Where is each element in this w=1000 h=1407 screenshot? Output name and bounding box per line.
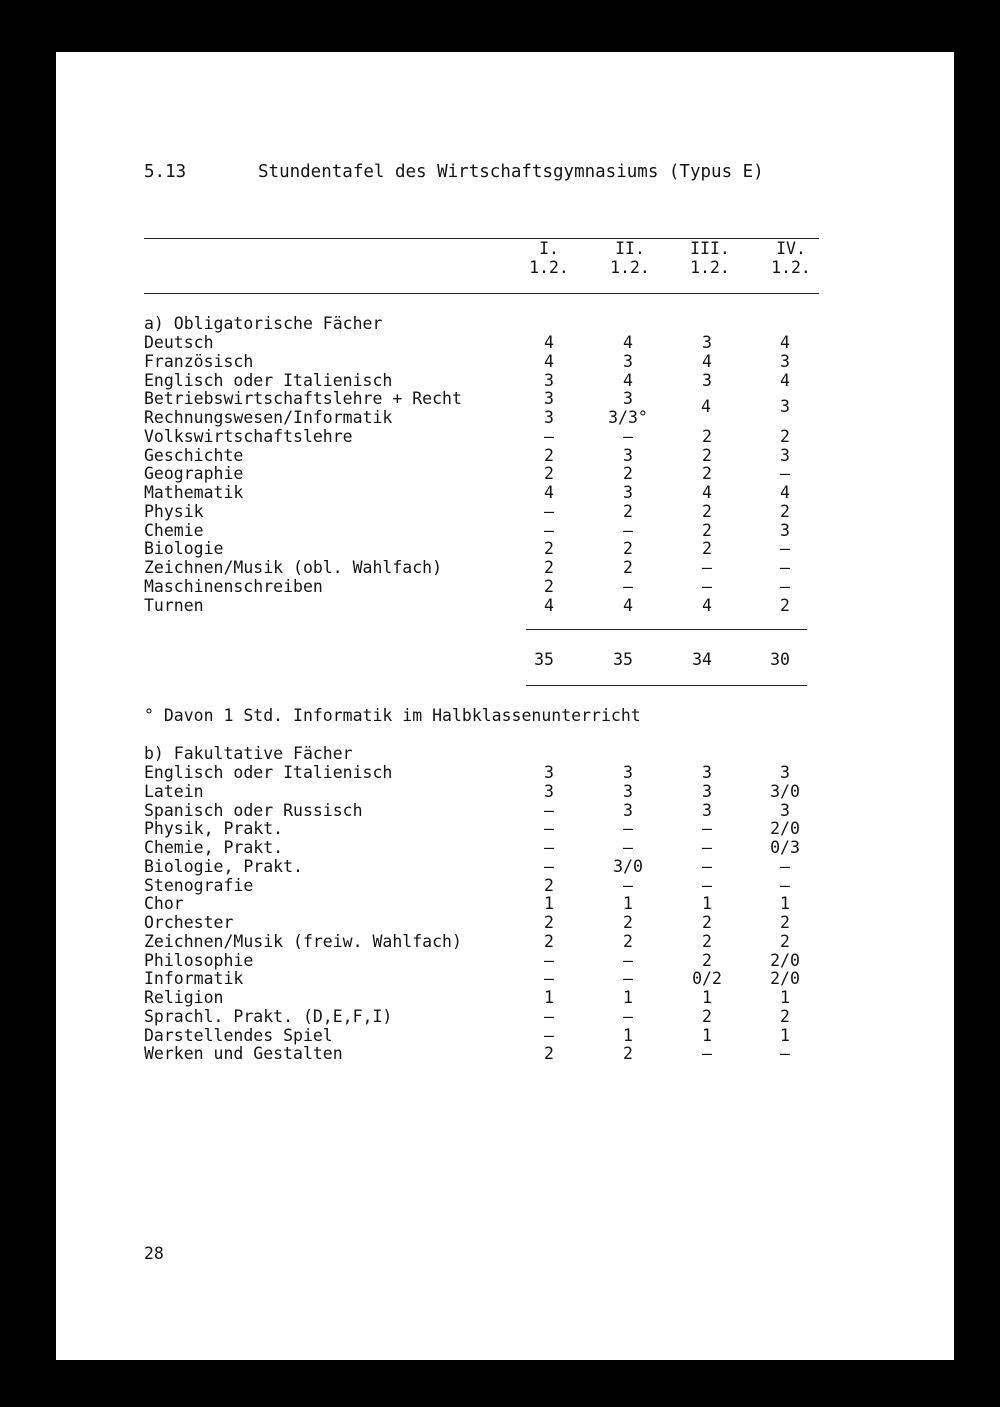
hours-cell-col-4: 1: [780, 894, 790, 914]
hours-cell-col-2: 4: [623, 333, 633, 352]
hours-cell-col-2: 1: [623, 1025, 633, 1045]
table-row: [56, 1044, 954, 1063]
table-row: [56, 1007, 954, 1026]
table-row: [56, 389, 954, 408]
table-row: [56, 838, 954, 857]
footnote: ° Davon 1 Std. Informatik im Halbklassenunterricht: [144, 706, 641, 725]
hours-cell-col-3: –: [702, 558, 712, 577]
hours-cell-col-2: 2: [623, 539, 633, 559]
hours-cell-col-2: 4: [623, 370, 633, 390]
hours-cell-col-1: 2: [544, 539, 554, 559]
subject-label: Betriebswirtschaftslehre + Recht: [144, 389, 462, 409]
hours-cell-col-4: 1: [780, 988, 790, 1007]
totals-rule-top: [526, 629, 807, 630]
total-col-2: 35: [613, 650, 633, 669]
table-row: [56, 876, 954, 895]
hours-cell-col-1: –: [544, 800, 554, 820]
hours-cell-col-3: –: [702, 1044, 712, 1064]
hours-cell-col-3: 2: [702, 913, 712, 932]
hours-cell-col-1: –: [544, 969, 554, 989]
hours-cell-col-1: 3: [544, 763, 554, 782]
hours-cell-col-3: 2: [702, 464, 712, 484]
table-row: [56, 577, 954, 596]
column-header-3-sub: 1.2.: [690, 258, 730, 277]
subject-label: Sprachl. Prakt. (D,E,F,I): [144, 1006, 393, 1026]
hours-cell-col-1: 2: [544, 576, 554, 596]
hours-cell-col-4: –: [780, 576, 790, 596]
subject-label: Religion: [144, 988, 224, 1007]
table-row: [56, 352, 954, 371]
hours-cell-col-2: 2: [623, 1044, 633, 1064]
hours-cell-col-3: 1: [702, 988, 712, 1007]
hours-cell-col-1: –: [544, 1006, 554, 1026]
table-row: [56, 932, 954, 951]
hours-cell-col-3: 2: [702, 426, 712, 446]
hours-cell-col-3: 3: [702, 781, 712, 801]
hours-cell-col-4: 2: [780, 501, 790, 521]
hours-cell-col-3: 1: [702, 894, 712, 914]
hours-cell-col-4: 4: [780, 333, 790, 352]
hours-cell-col-4: –: [780, 464, 790, 484]
hours-cell-col-3: 3: [702, 370, 712, 390]
subject-label: Physik, Prakt.: [144, 819, 284, 839]
hours-cell-col-2: 1: [623, 988, 633, 1007]
hours-cell-col-1: 4: [544, 351, 554, 371]
table-row: [56, 969, 954, 988]
hours-cell-col-1: 4: [544, 333, 554, 352]
hours-cell-col-3: 4: [702, 483, 712, 502]
column-header-4-sub: 1.2.: [771, 258, 811, 277]
hours-cell-col-3: 4: [702, 595, 712, 615]
hours-cell-col-4: –: [780, 539, 790, 559]
table-row: [56, 988, 954, 1007]
hours-cell-col-2: 2: [623, 464, 633, 484]
total-col-1: 35: [534, 650, 554, 669]
hours-cell-col-4: 2/0: [770, 950, 800, 970]
column-header-2-roman: II.: [615, 239, 645, 258]
table-row: [56, 782, 954, 801]
subject-label: Englisch oder Italienisch: [144, 370, 393, 390]
hours-cell-col-2: 3: [623, 389, 633, 409]
hours-cell-col-2: –: [623, 838, 633, 857]
hours-cell-col-3: –: [702, 576, 712, 596]
hours-cell-col-1: –: [544, 856, 554, 876]
subject-label: Deutsch: [144, 333, 214, 352]
hours-cell-col-4: –: [780, 856, 790, 876]
subject-label: Chor: [144, 894, 184, 914]
hours-cell-col-1: 1: [544, 894, 554, 914]
hours-cell-col-3: 2: [702, 445, 712, 465]
subject-label: Englisch oder Italienisch: [144, 763, 393, 782]
hours-cell-col-3: 2: [702, 520, 712, 540]
column-header-1-sub: 1.2.: [529, 258, 569, 277]
hours-cell-col-4: –: [780, 1044, 790, 1064]
hours-cell-col-4: 2: [780, 595, 790, 615]
subject-label: Französisch: [144, 351, 254, 371]
subject-label: Rechnungswesen/Informatik: [144, 408, 393, 427]
hours-cell-col-1: –: [544, 1025, 554, 1045]
hours-cell-col-3: 1: [702, 1025, 712, 1045]
page-number: 28: [144, 1244, 164, 1263]
totals-rule-bottom: [526, 685, 807, 686]
hours-cell-col-4: 2/0: [770, 969, 800, 989]
hours-cell-col-2: 1: [623, 894, 633, 914]
hours-cell-col-1: 1: [544, 988, 554, 1007]
hours-cell-col-4: 2/0: [770, 819, 800, 839]
column-header-3-roman: III.: [690, 239, 730, 258]
hours-cell-col-3: 4: [702, 351, 712, 371]
hours-cell-col-2: 3/3°: [608, 408, 648, 427]
hours-cell-col-2: –: [623, 969, 633, 989]
hours-cell-col-4: 3: [780, 800, 790, 820]
column-header-4-roman: IV.: [776, 239, 806, 258]
subject-label: Orchester: [144, 913, 234, 932]
table-row: [56, 427, 954, 446]
total-col-4: 30: [770, 650, 790, 669]
merged-value-col-4: 3: [780, 397, 790, 416]
table-row: [56, 333, 954, 352]
column-header-1-roman: I.: [539, 239, 559, 258]
hours-cell-col-3: 3: [702, 333, 712, 352]
subject-label: Volkswirtschaftslehre: [144, 426, 353, 446]
subject-label: Latein: [144, 781, 204, 801]
hours-cell-col-1: 2: [544, 875, 554, 895]
hours-cell-col-4: 3/0: [770, 781, 800, 801]
hours-cell-col-1: 2: [544, 1044, 554, 1064]
hours-cell-col-2: 3: [623, 351, 633, 371]
subject-label: Darstellendes Spiel: [144, 1025, 333, 1045]
total-col-3: 34: [692, 650, 712, 669]
hours-cell-col-1: 2: [544, 558, 554, 577]
subject-label: Mathematik: [144, 483, 244, 502]
hours-cell-col-4: 0/3: [770, 838, 800, 857]
subject-label: Physik: [144, 501, 204, 521]
hours-cell-col-3: 3: [702, 800, 712, 820]
subject-label: Biologie, Prakt.: [144, 856, 303, 876]
hours-cell-col-2: 2: [623, 558, 633, 577]
subject-label: Informatik: [144, 969, 244, 989]
hours-cell-col-4: 3: [780, 520, 790, 540]
hours-cell-col-2: 3: [623, 800, 633, 820]
section-a-heading: a) Obligatorische Fächer: [144, 314, 383, 333]
hours-cell-col-1: 2: [544, 445, 554, 465]
hours-cell-col-2: 2: [623, 913, 633, 932]
hours-cell-col-1: 2: [544, 464, 554, 484]
hours-cell-col-1: 4: [544, 595, 554, 615]
subject-label: Geographie: [144, 464, 244, 484]
hours-cell-col-3: 0/2: [692, 969, 722, 989]
hours-cell-col-3: –: [702, 875, 712, 895]
hours-cell-col-2: –: [623, 520, 633, 540]
hours-cell-col-1: 3: [544, 408, 554, 427]
table-row: [56, 371, 954, 390]
subject-label: Biologie: [144, 539, 224, 559]
hours-cell-col-4: –: [780, 875, 790, 895]
hours-cell-col-4: 2: [780, 426, 790, 446]
hours-cell-col-1: –: [544, 950, 554, 970]
hours-cell-col-3: 2: [702, 501, 712, 521]
subject-label: Maschinenschreiben: [144, 576, 323, 596]
hours-cell-col-2: 2: [623, 501, 633, 521]
hours-cell-col-1: 3: [544, 389, 554, 409]
table-row: [56, 408, 954, 427]
hours-cell-col-4: 2: [780, 931, 790, 951]
table-row: [56, 596, 954, 615]
hours-cell-col-1: –: [544, 819, 554, 839]
table-row: [56, 1026, 954, 1045]
hours-cell-col-1: –: [544, 426, 554, 446]
subject-label: Chemie: [144, 520, 204, 540]
table-row: [56, 819, 954, 838]
table-row: [56, 539, 954, 558]
hours-cell-col-2: –: [623, 576, 633, 596]
table-row: [56, 521, 954, 540]
table-row: [56, 857, 954, 876]
hours-cell-col-1: 4: [544, 483, 554, 502]
table-row: [56, 801, 954, 820]
hours-cell-col-1: –: [544, 520, 554, 540]
hours-cell-col-3: 3: [702, 763, 712, 782]
hours-cell-col-1: –: [544, 501, 554, 521]
hours-cell-col-4: 3: [780, 763, 790, 782]
table-row: [56, 894, 954, 913]
merged-value-col-3: 4: [701, 397, 711, 416]
hours-cell-col-2: 3/0: [613, 856, 643, 876]
hours-cell-col-2: 2: [623, 931, 633, 951]
hours-cell-col-4: 3: [780, 445, 790, 465]
hours-cell-col-2: 4: [623, 595, 633, 615]
subject-label: Geschichte: [144, 445, 244, 465]
hours-cell-col-4: –: [780, 558, 790, 577]
subject-label: Chemie, Prakt.: [144, 838, 284, 857]
table-row: [56, 502, 954, 521]
hours-cell-col-4: 3: [780, 351, 790, 371]
hours-cell-col-2: –: [623, 426, 633, 446]
table-row: [56, 951, 954, 970]
hours-cell-col-3: –: [702, 819, 712, 839]
hours-cell-col-2: 3: [623, 763, 633, 782]
table-row: [56, 913, 954, 932]
hours-cell-col-4: 2: [780, 913, 790, 932]
hours-cell-col-1: 3: [544, 781, 554, 801]
subject-label: Stenografie: [144, 875, 254, 895]
hours-cell-col-4: 4: [780, 370, 790, 390]
table-row: [56, 558, 954, 577]
section-b-heading: b) Fakultative Fächer: [144, 744, 353, 763]
hours-cell-col-1: –: [544, 838, 554, 857]
hours-cell-col-4: 1: [780, 1025, 790, 1045]
hours-cell-col-4: 2: [780, 1006, 790, 1026]
header-rule-bottom: [144, 293, 819, 294]
hours-cell-col-3: 2: [702, 931, 712, 951]
hours-cell-col-3: 2: [702, 1006, 712, 1026]
table-row: [56, 483, 954, 502]
subject-label: Zeichnen/Musik (obl. Wahlfach): [144, 558, 443, 577]
subject-label: Turnen: [144, 595, 204, 615]
hours-cell-col-2: 3: [623, 445, 633, 465]
hours-cell-col-3: –: [702, 838, 712, 857]
hours-cell-col-3: 2: [702, 950, 712, 970]
hours-cell-col-2: 3: [623, 781, 633, 801]
column-header-2-sub: 1.2.: [610, 258, 650, 277]
table-row: [56, 446, 954, 465]
hours-cell-col-2: –: [623, 819, 633, 839]
document-page: [56, 52, 954, 1360]
hours-cell-col-3: –: [702, 856, 712, 876]
hours-cell-col-4: 4: [780, 483, 790, 502]
hours-cell-col-1: 2: [544, 931, 554, 951]
table-row: [56, 763, 954, 782]
hours-cell-col-2: 3: [623, 483, 633, 502]
hours-cell-col-2: –: [623, 950, 633, 970]
subject-label: Zeichnen/Musik (freiw. Wahlfach): [144, 931, 462, 951]
table-row: [56, 464, 954, 483]
hours-cell-col-1: 3: [544, 370, 554, 390]
hours-cell-col-2: –: [623, 1006, 633, 1026]
subject-label: Werken und Gestalten: [144, 1044, 343, 1064]
section-number: 5.13: [144, 162, 187, 182]
subject-label: Spanisch oder Russisch: [144, 800, 363, 820]
hours-cell-col-3: 2: [702, 539, 712, 559]
subject-label: Philosophie: [144, 950, 254, 970]
hours-cell-col-2: –: [623, 875, 633, 895]
page-title: Stundentafel des Wirtschaftsgymnasiums (Typus E): [258, 162, 764, 182]
hours-cell-col-1: 2: [544, 913, 554, 932]
